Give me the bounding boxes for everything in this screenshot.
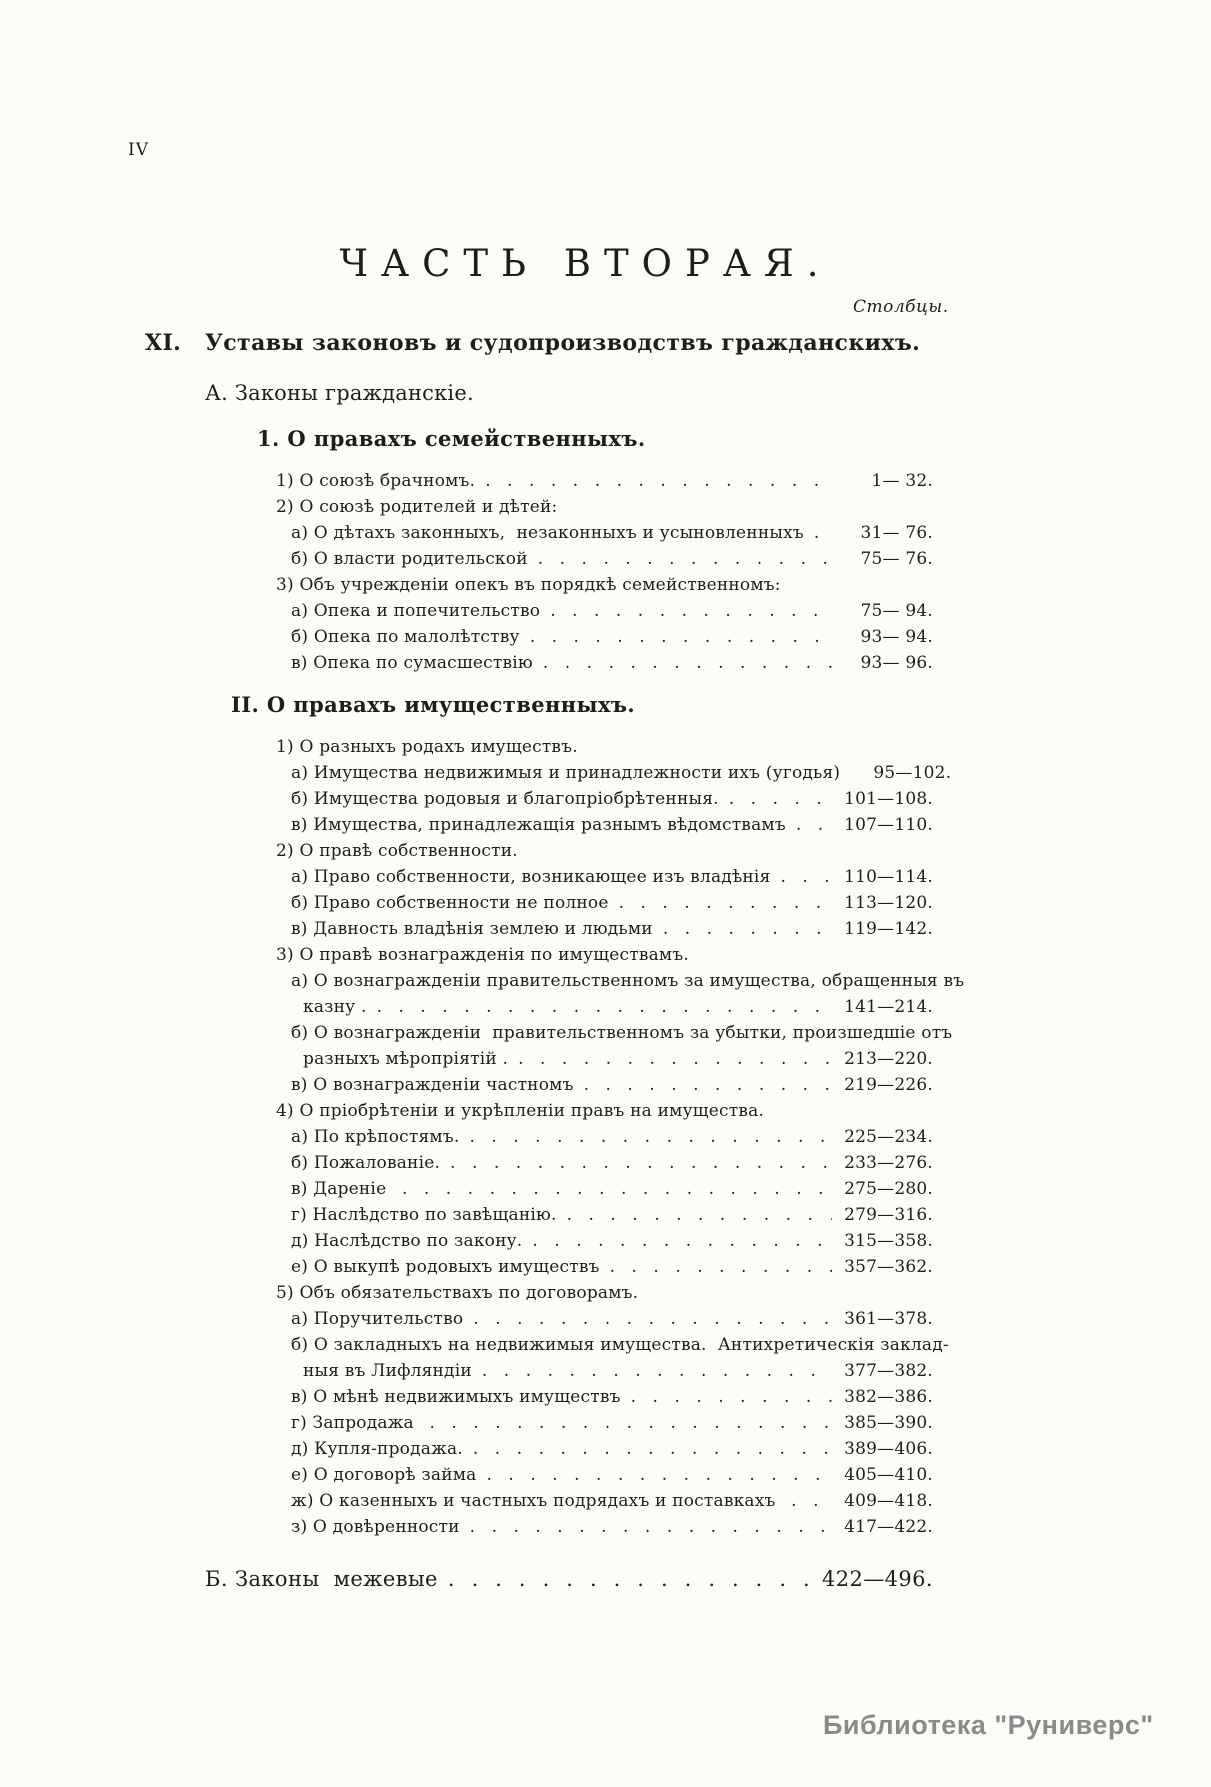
entry-label: а) Право собственности, возникающее изъ владѣнія [291, 867, 771, 887]
entry-label: в) Опека по сумасшествію [291, 653, 533, 673]
entry-label: в) Давность владѣнія землею и людьми [291, 919, 653, 939]
toc-row [145, 1124, 933, 1150]
toc-row [145, 734, 933, 760]
column-range: 377—382. [844, 1361, 933, 1381]
entry-label: 2) О союзѣ родителей и дѣтей: [276, 497, 558, 517]
toc-row [145, 1228, 933, 1254]
column-range: 219—226. [844, 1075, 933, 1095]
toc-row [145, 1202, 933, 1228]
toc-row [145, 1462, 933, 1488]
entry-label: д) Купля-продажа. [291, 1439, 463, 1459]
entry-label: а) О вознагражденіи правительственномъ за имущества, обращенныя въ [291, 971, 965, 991]
entry-label: д) Наслѣдство по закону. [291, 1231, 523, 1251]
library-watermark: Библиотека "Руниверс" [823, 1710, 1154, 1740]
toc-row [145, 1098, 933, 1124]
toc-row [145, 572, 933, 598]
entry-label: б) О власти родительской [291, 549, 528, 569]
columns-header-label: Столбцы. [853, 297, 949, 317]
entry-label: Б. Законы межевые [205, 1567, 438, 1591]
entry-label: г) Наслѣдство по завѣщанію. [291, 1205, 557, 1225]
column-range: 279—316. [844, 1205, 933, 1225]
toc-row [145, 598, 933, 624]
toc-row [145, 1436, 933, 1462]
dot-leader [450, 1150, 832, 1176]
entry-label: б) Пожалованіе. [291, 1153, 441, 1173]
page-number: IV [128, 140, 149, 160]
entry-label: 2) О правѣ собственности. [276, 841, 518, 861]
dot-leader [430, 1410, 833, 1436]
entry-label: а) Поручительство [291, 1309, 464, 1329]
toc-row [145, 942, 933, 968]
dot-leader [729, 786, 832, 812]
dot-leader [781, 864, 833, 890]
toc-row [145, 838, 933, 864]
entry-label: 5) Объ обязательствахъ по договорамъ. [276, 1283, 639, 1303]
entry-label: б) Опека по малолѣтству [291, 627, 520, 647]
entry-label: 1) О союзѣ брачномъ. [276, 471, 476, 491]
column-range: 1— 32. [871, 471, 933, 491]
entry-label: разныхъ мѣропріятій . [303, 1049, 509, 1069]
dot-leader [532, 1228, 832, 1254]
entry-label: ж) О казенныхъ и частныхъ подрядахъ и поставкахъ [291, 1491, 782, 1511]
toc-row [145, 1176, 933, 1202]
entry-label: в) О мѣнѣ недвижимыхъ имуществъ [291, 1387, 621, 1407]
entry-label: 4) О пріобрѣтеніи и укрѣпленіи правъ на имущества. [276, 1101, 765, 1121]
dot-leader [487, 1462, 832, 1488]
section-number: XI. [145, 330, 182, 356]
dot-leader [473, 1436, 832, 1462]
column-range: 382—386. [844, 1387, 933, 1407]
toc-row [145, 890, 933, 916]
dot-leader [377, 994, 832, 1020]
toc-row [145, 468, 933, 494]
entry-label: б) О вознагражденіи правительственномъ за убытки, произшедшіе отъ [291, 1023, 953, 1043]
entry-label: 1) О разныхъ родахъ имуществъ. [276, 737, 578, 757]
column-range: 315—358. [844, 1231, 933, 1251]
column-range: 233—276. [844, 1153, 933, 1173]
toc-row [145, 1410, 933, 1436]
column-range: 409—418. [844, 1491, 933, 1511]
toc-row [145, 786, 933, 812]
column-range: 141—214. [844, 997, 933, 1017]
entry-label: б) Право собственности не полное [291, 893, 609, 913]
dot-leader [448, 1564, 818, 1594]
toc-row [145, 1150, 933, 1176]
dot-leader [814, 520, 832, 546]
column-range: 93— 94. [860, 627, 933, 647]
entry-label: б) О закладныхъ на недвижимыя имущества. Антихретическія заклад- [291, 1335, 949, 1355]
column-range: 405—410. [844, 1465, 933, 1485]
column-range: 93— 96. [860, 653, 933, 673]
entry-label: в) Дареніе [291, 1179, 392, 1199]
toc-row [145, 968, 965, 994]
toc-row [145, 994, 933, 1020]
toc-row [145, 864, 933, 890]
dot-leader [518, 1046, 832, 1072]
toc-row [145, 424, 933, 454]
dot-leader [610, 1254, 832, 1280]
toc-row [145, 916, 933, 942]
toc-row [145, 520, 933, 546]
column-range: 357—362. [844, 1257, 933, 1277]
column-range: 225—234. [844, 1127, 933, 1147]
column-range: 110—114. [844, 867, 933, 887]
toc-row [145, 1332, 949, 1358]
dot-leader [473, 1306, 832, 1332]
toc-row [145, 494, 933, 520]
column-range: 113—120. [844, 893, 933, 913]
entry-label: б) Имущества родовыя и благопріобрѣтенныя. [291, 789, 719, 809]
dot-leader [485, 468, 832, 494]
toc-row [145, 760, 952, 786]
entry-label: 3) О правѣ вознагражденія по имуществамъ. [276, 945, 689, 965]
toc-row [145, 546, 933, 572]
column-range: 101—108. [844, 789, 933, 809]
column-range: 119—142. [844, 919, 933, 939]
dot-leader [663, 916, 832, 942]
column-range: 213—220. [844, 1049, 933, 1069]
toc-row [145, 1280, 933, 1306]
entry-label: а) Имущества недвижимыя и принадлежности ихъ (угодья) [291, 763, 841, 783]
toc-row [145, 812, 933, 838]
entry-label: А. Законы гражданскіе. [205, 381, 474, 405]
column-range: 422—496. [821, 1567, 933, 1591]
dot-leader [584, 1072, 832, 1098]
column-range: 31— 76. [860, 523, 933, 543]
column-range: 107—110. [844, 815, 933, 835]
toc-row [145, 1020, 953, 1046]
entry-label: Уставы законовъ и судопроизводствъ гражданскихъ. [205, 330, 921, 356]
entry-label: з) О довѣренности [291, 1517, 460, 1537]
toc-row [145, 328, 933, 358]
dot-leader [470, 1514, 832, 1540]
dot-leader [469, 1124, 832, 1150]
column-range: 389—406. [844, 1439, 933, 1459]
dot-leader [538, 546, 832, 572]
toc-row [145, 1072, 933, 1098]
dot-leader [402, 1176, 832, 1202]
toc-row [145, 1358, 933, 1384]
table-of-contents [145, 328, 965, 1594]
dot-leader [530, 624, 832, 650]
toc-row [145, 1254, 933, 1280]
column-range: 275—280. [844, 1179, 933, 1199]
dot-leader [567, 1202, 832, 1228]
entry-label: а) По крѣпостямъ. [291, 1127, 460, 1147]
toc-row [145, 650, 933, 676]
dot-leader [631, 1384, 832, 1410]
toc-row [145, 1488, 933, 1514]
toc-row [145, 378, 933, 408]
entry-label: 3) Объ учрежденіи опекъ въ порядкѣ семейственномъ: [276, 575, 781, 595]
entry-label: II. О правахъ имущественныхъ. [231, 692, 636, 717]
column-range: 361—378. [844, 1309, 933, 1329]
toc-row [145, 1514, 933, 1540]
entry-label: 1. О правахъ семейственныхъ. [257, 426, 646, 451]
dot-leader [791, 1488, 832, 1514]
entry-label: в) О вознагражденіи частномъ [291, 1075, 574, 1095]
entry-label: е) О договорѣ займа [291, 1465, 477, 1485]
dot-leader [550, 598, 832, 624]
toc-row [145, 1564, 933, 1594]
entry-label: ныя въ Лифляндіи [303, 1361, 472, 1381]
toc-row [145, 624, 933, 650]
entry-label: казну . [303, 997, 367, 1017]
entry-label: е) О выкупѣ родовыхъ имуществъ [291, 1257, 600, 1277]
entry-label: а) Опека и попечительство [291, 601, 541, 621]
entry-label: в) Имущества, принадлежащія разнымъ вѣдомствамъ [291, 815, 786, 835]
toc-row [145, 1384, 933, 1410]
toc-row [145, 1306, 933, 1332]
column-range: 417—422. [844, 1517, 933, 1537]
toc-row [145, 690, 933, 720]
toc-row [145, 1046, 933, 1072]
entry-label: а) О дѣтахъ законныхъ, незаконныхъ и усыновленныхъ [291, 523, 804, 543]
entry-label: г) Запродажа [291, 1413, 420, 1433]
dot-leader [796, 812, 832, 838]
dot-leader [482, 1358, 832, 1384]
dot-leader [619, 890, 832, 916]
part-title: ЧАСТЬ ВТОРАЯ. [339, 242, 832, 285]
column-range: 95—102. [873, 763, 952, 783]
dot-leader [543, 650, 832, 676]
column-range: 385—390. [844, 1413, 933, 1433]
column-range: 75— 94. [860, 601, 933, 621]
column-range: 75— 76. [860, 549, 933, 569]
